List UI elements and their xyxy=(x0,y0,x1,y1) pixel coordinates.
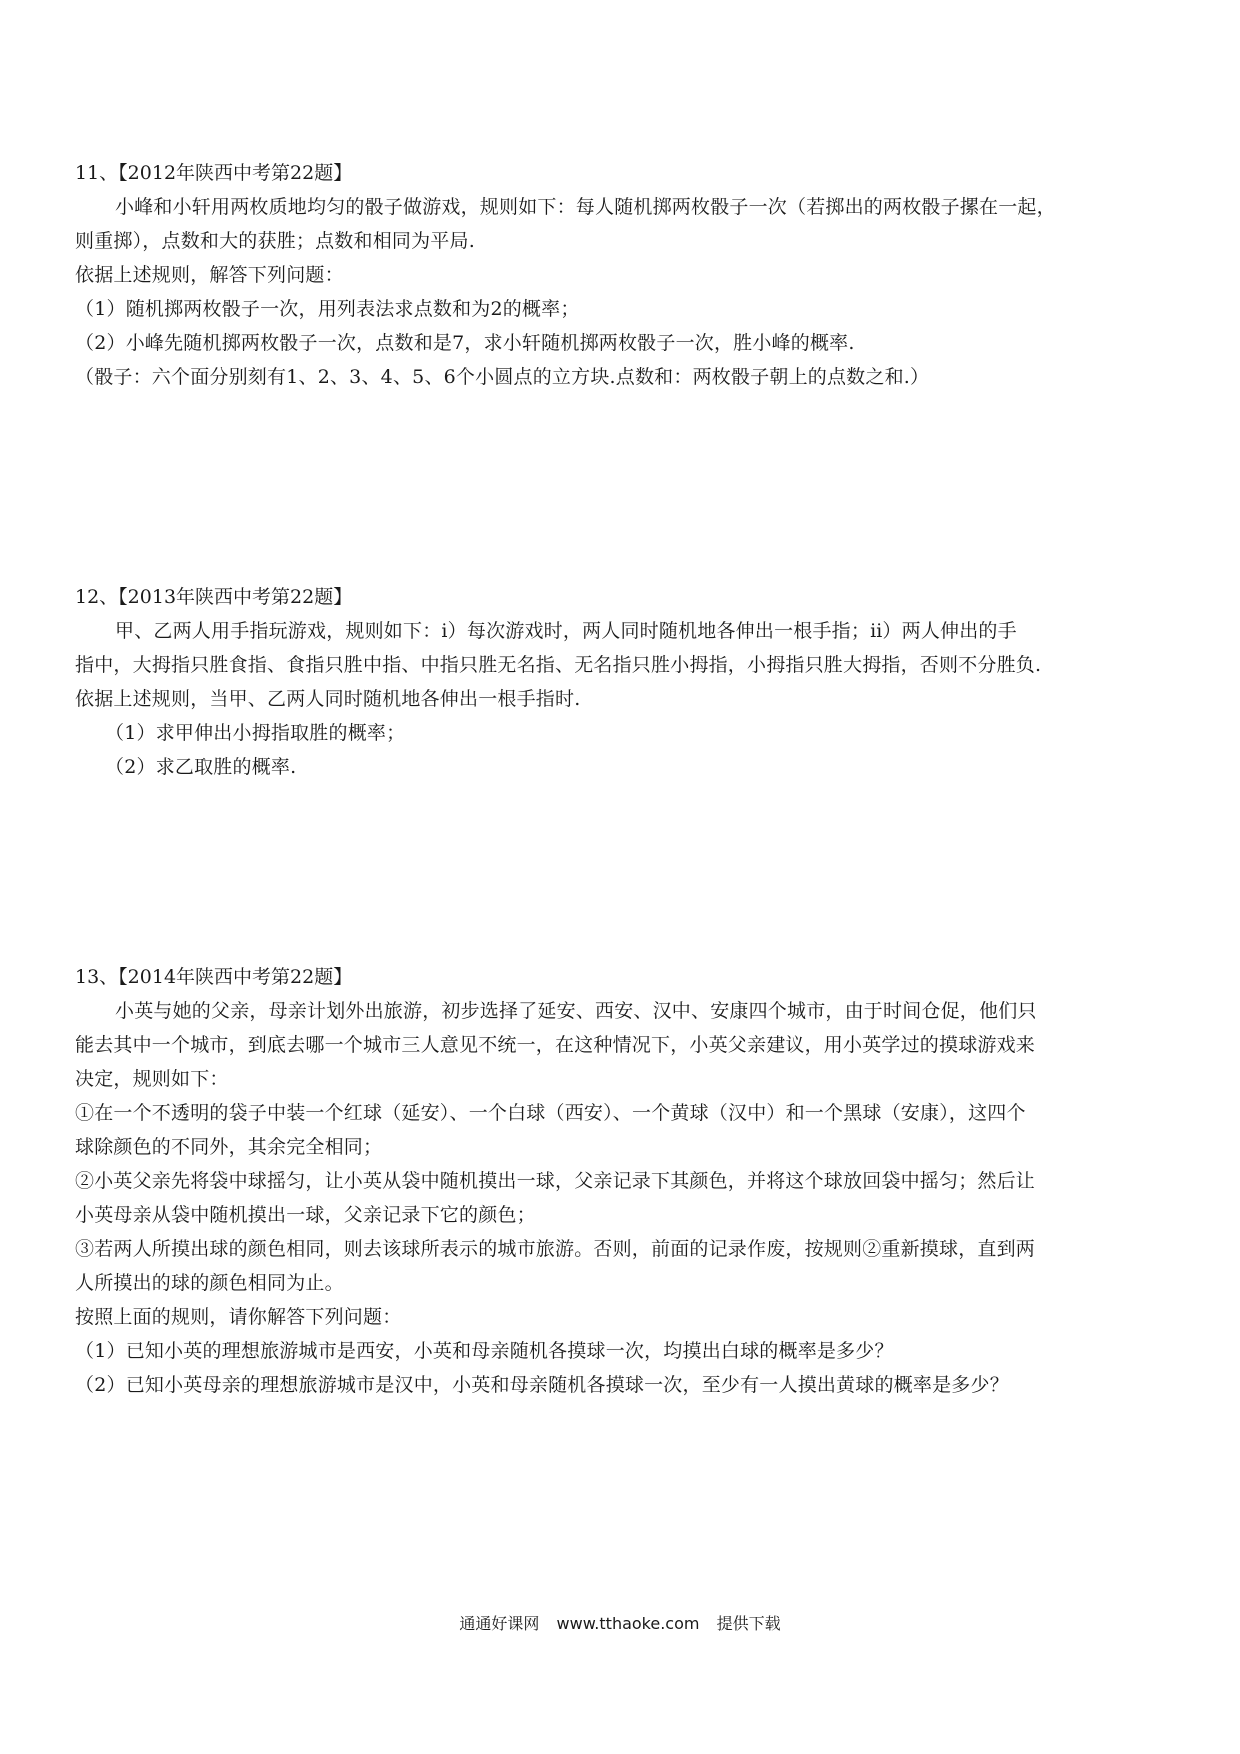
footer-url-link[interactable]: www.tthaoke.com xyxy=(556,1614,700,1633)
problem-text-line: 依据上述规则，解答下列问题： xyxy=(75,264,344,286)
problem-note: （骰子：六个面分别刻有1、2、3、4、5、6个小圆点的立方块.点数和：两枚骰子朝上的点数之和.） xyxy=(75,366,930,388)
problem-text-line: 按照上面的规则，请你解答下列问题： xyxy=(75,1306,402,1328)
rule-item: 人所摸出的球的颜色相同为止。 xyxy=(75,1272,344,1294)
question-item: （1）随机掷两枚骰子一次，用列表法求点数和为2的概率； xyxy=(75,298,580,320)
rule-item: ③若两人所摸出球的颜色相同，则去该球所表示的城市旅游。否则，前面的记录作废，按规则②重新摸球，直到两 xyxy=(75,1238,1036,1260)
problem-text-line: 指中，大拇指只胜食指、食指只胜中指、中指只胜无名指、无名指只胜小拇指，小拇指只胜大拇指，否则不分胜负. xyxy=(75,654,1042,676)
problem-heading: 11、【2012年陕西中考第22题】 xyxy=(75,162,353,184)
problem-heading: 13、【2014年陕西中考第22题】 xyxy=(75,966,353,988)
problem-text-line: 小英与她的父亲，母亲计划外出旅游，初步选择了延安、西安、汉中、安康四个城市，由于时间仓促，他们只 xyxy=(115,1000,1037,1022)
problem-heading: 12、【2013年陕西中考第22题】 xyxy=(75,586,353,608)
rule-item: ②小英父亲先将袋中球摇匀，让小英从袋中随机摸出一球，父亲记录下其颜色，并将这个球放回袋中摇匀；然后让 xyxy=(75,1170,1036,1192)
question-item: （2）小峰先随机掷两枚骰子一次，点数和是7，求小轩随机掷两枚骰子一次，胜小峰的概率. xyxy=(75,332,855,354)
question-item: （1）已知小英的理想旅游城市是西安，小英和母亲随机各摸球一次，均摸出白球的概率是多少？ xyxy=(75,1340,894,1362)
problem-11 xyxy=(75,156,1165,394)
footer-suffix: 提供下载 xyxy=(716,1614,781,1633)
problem-text-line: 依据上述规则，当甲、乙两人同时随机地各伸出一根手指时. xyxy=(75,688,581,710)
problem-text-line: 小峰和小轩用两枚质地均匀的骰子做游戏，规则如下：每人随机掷两枚骰子一次（若掷出的两枚骰子摞在一起， xyxy=(115,196,1056,218)
rule-item: 球除颜色的不同外，其余完全相同； xyxy=(75,1136,383,1158)
problem-12 xyxy=(75,580,1165,784)
question-item: （1）求甲伸出小拇指取胜的概率； xyxy=(105,722,406,744)
rule-item: ①在一个不透明的袋子中装一个红球（延安）、一个白球（西安）、一个黄球（汉中）和一个黑球（安康），这四个 xyxy=(75,1102,1026,1124)
page-footer xyxy=(0,1612,1240,1636)
problem-text-line: 甲、乙两人用手指玩游戏，规则如下：ⅰ）每次游戏时，两人同时随机地各伸出一根手指；ⅱ）两人伸出的手 xyxy=(115,620,1017,642)
question-item: （2）已知小英母亲的理想旅游城市是汉中，小英和母亲随机各摸球一次，至少有一人摸出黄球的概率是多少？ xyxy=(75,1374,1009,1396)
problem-13 xyxy=(75,960,1165,1402)
problem-text-line: 能去其中一个城市，到底去哪一个城市三人意见不统一，在这种情况下，小英父亲建议，用小英学过的摸球游戏来 xyxy=(75,1034,1036,1056)
problem-text-line: 决定，规则如下： xyxy=(75,1068,229,1090)
footer-site-name: 通通好课网 xyxy=(459,1614,540,1633)
problem-text-line: 则重掷），点数和大的获胜；点数和相同为平局. xyxy=(75,230,475,252)
question-item: （2）求乙取胜的概率. xyxy=(105,756,297,778)
rule-item: 小英母亲从袋中随机摸出一球，父亲记录下它的颜色； xyxy=(75,1204,536,1226)
